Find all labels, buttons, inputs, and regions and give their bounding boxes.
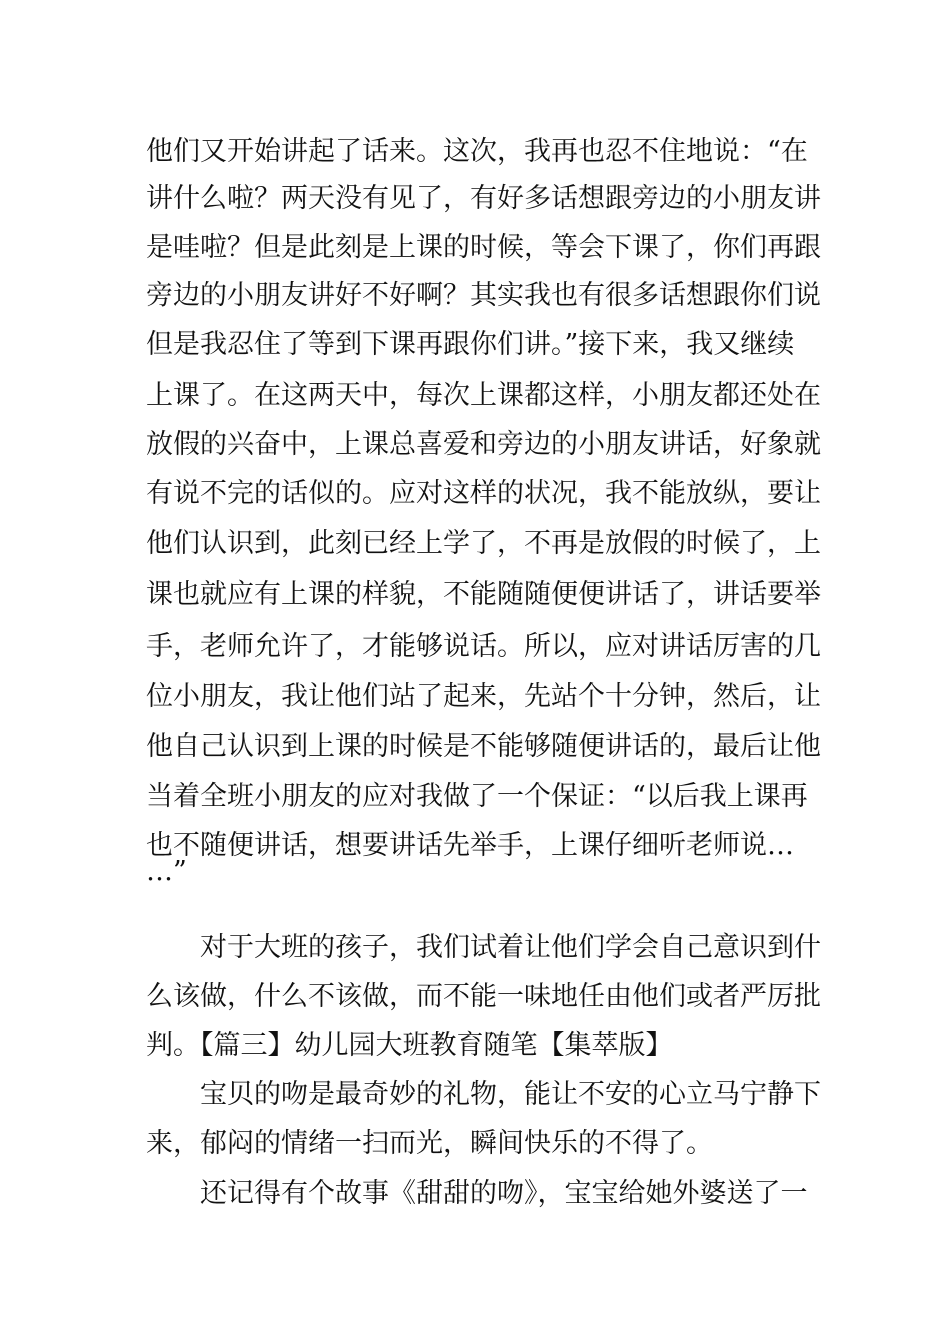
text-line: 么该做，什么不该做，而不能一味地任由他们或者严厉批 — [146, 981, 821, 1012]
text-line: 来，郁闷的情绪一扫而光，瞬间快乐的不得了。 — [146, 1128, 713, 1159]
paragraph-first-line: 对于大班的孩子，我们试着让他们学会自己意识到什 — [200, 932, 821, 963]
text-line: 上课了。在这两天中，每次上课都这样，小朋友都还处在 — [146, 380, 821, 411]
paragraph-first-line: 还记得有个故事《甜甜的吻》，宝宝给她外婆送了一 — [200, 1178, 808, 1209]
text-line: 是哇啦？但是此刻是上课的时候，等会下课了，你们再跟 — [146, 232, 821, 263]
text-line: 手，老师允许了，才能够说话。所以，应对讲话厉害的几 — [146, 631, 821, 662]
text-line: 判。【篇三】幼儿园大班教育随笔【集萃版】 — [146, 1030, 673, 1061]
text-line: 课也就应有上课的样貌，不能随随便便讲话了，讲话要举 — [146, 579, 821, 610]
text-line: 讲什么啦？两天没有见了，有好多话想跟旁边的小朋友讲 — [146, 183, 821, 214]
text-line: 他自己认识到上课的时候是不能够随便讲话的，最后让他 — [146, 731, 821, 762]
text-line: 他们又开始讲起了话来。这次，我再也忍不住地说：“在 — [146, 136, 808, 167]
text-line: 他们认识到，此刻已经上学了，不再是放假的时候了，上 — [146, 528, 821, 559]
text-line: 有说不完的话似的。应对这样的状况，我不能放纵，要让 — [146, 478, 821, 509]
paragraph-first-line: 宝贝的吻是最奇妙的礼物，能让不安的心立马宁静下 — [200, 1079, 821, 1110]
text-line: 旁边的小朋友讲好不好啊？其实我也有很多话想跟你们说 — [146, 280, 821, 311]
text-line: 放假的兴奋中，上课总喜爱和旁边的小朋友讲话，好象就 — [146, 429, 821, 460]
text-line: 当着全班小朋友的应对我做了一个保证：“以后我上课再 — [146, 781, 808, 812]
text-line: 也不随便讲话，想要讲话先举手，上课仔细听老师说… — [146, 830, 794, 861]
text-line: …” — [146, 856, 187, 887]
text-line: 但是我忍住了等到下课再跟你们讲。”接下来，我又继续 — [146, 329, 795, 360]
text-line: 位小朋友，我让他们站了起来，先站个十分钟，然后，让 — [146, 681, 821, 712]
